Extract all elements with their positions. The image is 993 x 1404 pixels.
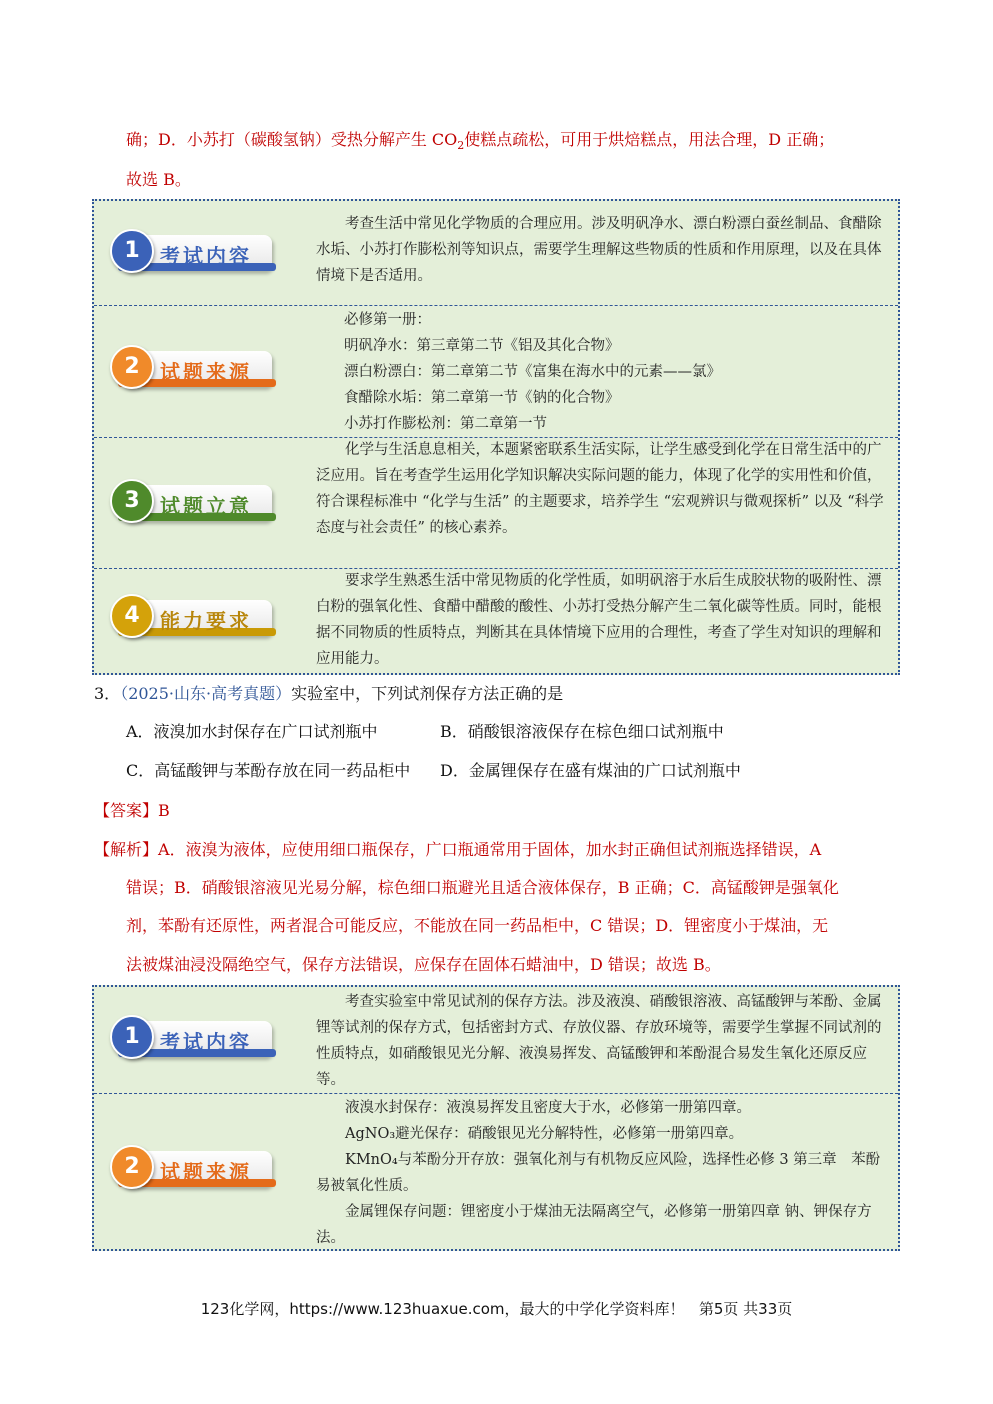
content-line: AgNO₃避光保存：硝酸银见光分解特性，必修第一册第四章。: [345, 1126, 744, 1142]
analysis-line-2: 错误；B．硝酸银溶液见光易分解，棕色细口瓶避光且适合液体保存，B 正确；C．高锰酸钾是强氧化: [126, 878, 839, 897]
badge-ability: [110, 594, 275, 642]
badge-label: 试题立意: [160, 494, 252, 518]
panel-row-exam-content: [94, 987, 898, 1094]
badge-label: 试题来源: [160, 1160, 252, 1184]
panel-row-ability: [94, 568, 898, 673]
analysis-line-4: 法被煤油浸没隔绝空气，保存方法错误，应保存在固体石蜡油中，D 错误；故选 B。: [126, 955, 721, 974]
badge-exam-content: [110, 229, 275, 277]
analysis-panel-2: [92, 985, 900, 1251]
badge-source: [110, 345, 275, 393]
row-content: [316, 437, 888, 541]
badge-number: 4: [110, 594, 154, 638]
panel-row-exam-content: [94, 201, 898, 306]
badge-number: 1: [110, 229, 154, 273]
option-b: B．硝酸银溶液保存在棕色细口试剂瓶中: [440, 722, 724, 741]
panel-row-source: [94, 305, 898, 438]
footer-page-number: 第5页 共33页: [698, 1300, 793, 1318]
badge-label: 考试内容: [160, 1030, 252, 1054]
content-paragraph: 要求学生熟悉生活中常见物质的化学性质，如明矾溶于水后生成胶状物的吸附性、漂白粉的强氧化性、食醋中醋酸的酸性、小苏打受热分解产生二氧化碳等性质。同时，能根据不同物质的性质特点，判断其在具体情境下应用的合理性，考查了学生对知识的理解和应用能力。: [316, 573, 882, 667]
content-line: 液溴水封保存：液溴易挥发且密度大于水，必修第一册第四章。: [345, 1100, 751, 1116]
content-line: 漂白粉漂白：第二章第二节《富集在海水中的元素——氯》: [344, 364, 721, 380]
badge-number: 2: [110, 1145, 154, 1189]
content-line: 明矾净水：第三章第二节《铝及其化合物》: [344, 338, 620, 354]
question-3-stem: [94, 682, 563, 706]
content-paragraph: 考查实验室中常见试剂的保存方法。涉及液溴、硝酸银溶液、高锰酸钾与苯酚、金属锂等试剂的保存方式，包括密封方式、存放仪器、存放环境等，需要学生掌握不同试剂的性质特点，如硝酸银见光分解、液溴易挥发、高锰酸钾和苯酚混合易发生氧化还原反应等。: [316, 994, 882, 1088]
row-content: [316, 211, 888, 289]
row-content: [316, 1095, 888, 1251]
content-line: 食醋除水垢：第二章第一节《钠的化合物》: [344, 390, 620, 406]
answer-tag: 【答案】: [94, 801, 159, 820]
badge-number: 2: [110, 345, 154, 389]
analysis-panel-1: [92, 199, 900, 675]
option-d: D．金属锂保存在盛有煤油的广口试剂瓶中: [440, 761, 741, 780]
content-paragraph: 考查生活中常见化学物质的合理应用。涉及明矾净水、漂白粉漂白蚕丝制品、食醋除水垢、小苏打作膨松剂等知识点，需要学生理解这些物质的性质和作用原理，以及在具体情境下是否适用。: [316, 216, 882, 284]
badge-number: 1: [110, 1015, 154, 1059]
badge-intent: [110, 479, 275, 527]
question-number: 3．: [94, 684, 121, 703]
analysis-text: A．液溴为液体，应使用细口瓶保存，广口瓶通常用于固体，加水封正确但试剂瓶选择错误，A: [158, 840, 822, 859]
panel-row-intent: [94, 437, 898, 569]
content-line: KMnO₄与苯酚分开存放：强氧化剂与有机物反应风险，选择性必修 3 第三章 苯酚易被氧化性质。: [316, 1152, 881, 1194]
option-a: A．液溴加水封保存在广口试剂瓶中: [126, 722, 378, 741]
panel-row-source: [94, 1093, 898, 1249]
content-paragraph: 化学与生活息息相关，本题紧密联系生活实际，让学生感受到化学在日常生活中的广泛应用。旨在考查学生运用化学知识解决实际问题的能力，体现了化学的实用性和价值，符合课程标准中 “化学与生活” 的主题要求，培养学生 “宏观辨识与微观探析” 以及 “科学态度与社会责任” 的核心素养。: [316, 442, 884, 536]
footer-site-text: 123化学网，https://www.123huaxue.com，最大的中学化学资料库！: [200, 1300, 685, 1318]
analysis-line-1: [94, 838, 821, 862]
badge-exam-content: [110, 1015, 275, 1063]
content-line: 小苏打作膨松剂：第二章第一节: [344, 416, 547, 432]
analysis-tag: 【解析】: [94, 840, 159, 859]
badge-label: 能力要求: [160, 609, 252, 633]
content-line: 必修第一册：: [344, 312, 431, 328]
badge-source: [110, 1145, 275, 1193]
badge-label: 试题来源: [160, 360, 252, 384]
page-footer: [0, 1298, 993, 1319]
row-content: [316, 989, 888, 1093]
row-content: [316, 568, 888, 672]
subscript: 2: [457, 139, 465, 152]
option-c: C．高锰酸钾与苯酚存放在同一药品柜中: [126, 761, 411, 780]
badge-label: 考试内容: [160, 244, 252, 268]
analysis-text: 使糕点疏松，可用于烘焙糕点，用法合理，D 正确；: [464, 130, 835, 149]
analysis-line-3: 剂，苯酚有还原性，两者混合可能反应，不能放在同一药品柜中，C 错误；D．锂密度小于煤油，无: [126, 916, 829, 935]
badge-number: 3: [110, 479, 154, 523]
row-content: [344, 307, 888, 437]
answer-value: B: [158, 801, 170, 820]
analysis-text: 确；D．小苏打（碳酸氢钠）受热分解产生 CO: [126, 130, 458, 149]
analysis-continuation-line1: [126, 128, 834, 158]
content-line: 金属锂保存问题：锂密度小于煤油无法隔离空气，必修第一册第四章 钠、钾保存方法。: [316, 1204, 872, 1246]
answer-line: [94, 799, 170, 823]
question-source: （2025·山东·高考真题）: [120, 684, 292, 703]
question-text: 实验室中，下列试剂保存方法正确的是: [291, 684, 564, 703]
analysis-continuation-line2: 故选 B。: [126, 170, 191, 189]
